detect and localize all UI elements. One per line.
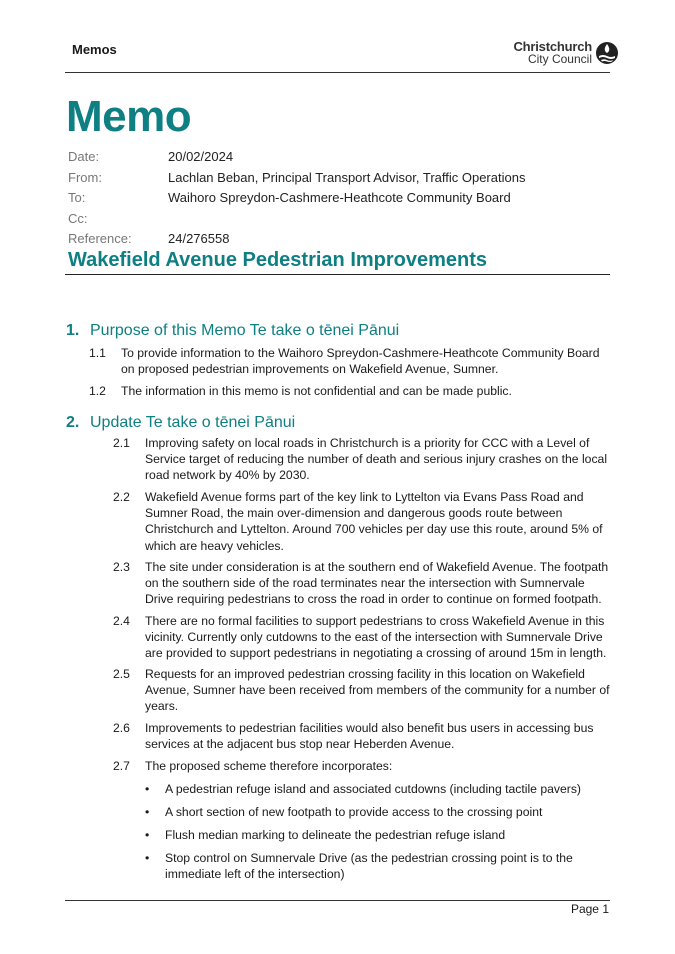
paragraph-number: 2.6 bbox=[113, 721, 130, 735]
footer-rule bbox=[65, 900, 610, 901]
meta-label: Reference: bbox=[68, 231, 132, 246]
memo-subject: Wakefield Avenue Pedestrian Improvements bbox=[68, 249, 488, 271]
bullet-text: A short section of new footpath to provide access to the crossing point bbox=[165, 805, 543, 819]
meta-row-from bbox=[68, 168, 525, 189]
paragraph-2-3 bbox=[113, 559, 610, 608]
section-heading-purpose bbox=[66, 322, 399, 340]
paragraph-text: Requests for an improved pedestrian crossing facility in this location on Wakefield Avenue, Sumner have been received from members of the community for a number of years. bbox=[145, 667, 610, 714]
paragraph-2-7 bbox=[113, 758, 610, 774]
meta-row-reference bbox=[68, 229, 525, 250]
meta-label: Date: bbox=[68, 149, 100, 164]
meta-value: 20/02/2024 bbox=[168, 149, 234, 164]
section-heading-update bbox=[66, 414, 295, 432]
paragraph-text: There are no formal facilities to support pedestrians to cross Wakefield Avenue in this vicinity. Currently only cutdowns to the east of the intersection with Sumnervale Drive are provided to support pedestrians in negotiating a crossing of around 15m in length. bbox=[145, 614, 607, 661]
section-title: Purpose of this Memo Te take o tēnei Pānui bbox=[90, 322, 400, 339]
header-rule bbox=[65, 72, 610, 73]
meta-label: From: bbox=[68, 169, 102, 185]
memo-meta bbox=[68, 147, 525, 250]
paragraph-2-1 bbox=[113, 435, 610, 484]
bullet-dot-icon: • bbox=[145, 805, 150, 819]
section-number: 2. bbox=[66, 414, 80, 431]
bullet-dot-icon: • bbox=[145, 828, 150, 842]
paragraph-2-2 bbox=[113, 489, 610, 554]
paragraph-text: The proposed scheme therefore incorporates: bbox=[145, 759, 393, 773]
meta-label: Cc: bbox=[68, 210, 88, 226]
bullet-text: Stop control on Sumnervale Drive (as the pedestrian crossing point is to the immediate left of the intersection) bbox=[165, 851, 573, 882]
logo-line-1: Christchurch bbox=[513, 39, 592, 54]
paragraph-number: 2.5 bbox=[113, 667, 130, 681]
meta-value: Lachlan Beban, Principal Transport Advisor, Traffic Operations bbox=[168, 169, 526, 185]
council-logo bbox=[513, 40, 619, 66]
paragraph-text: Improvements to pedestrian facilities would also benefit bus users in accessing bus services at the adjacent bus stop near Heberden Avenue. bbox=[145, 721, 594, 752]
paragraph-text: Improving safety on local roads in Christchurch is a priority for CCC with a Level of Service target of reducing the number of death and serious injury crashes on the local road network by 40% by 2030. bbox=[145, 436, 608, 483]
memo-title: Memo bbox=[66, 92, 192, 141]
bullet-item bbox=[145, 781, 585, 797]
paragraph-text: To provide information to the Waihoro Spreydon-Cashmere-Heathcote Community Board on proposed pedestrian improvements on Wakefield Avenue, Sumner. bbox=[121, 346, 600, 377]
bullet-item bbox=[145, 827, 585, 843]
meta-value: Waihoro Spreydon-Cashmere-Heathcote Community Board bbox=[168, 190, 511, 205]
section-title: Update Te take o tēnei Pānui bbox=[90, 414, 296, 431]
meta-value: 24/276558 bbox=[168, 231, 230, 246]
bullet-text: A pedestrian refuge island and associated cutdowns (including tactile pavers) bbox=[165, 782, 581, 796]
logo-line-2: City Council bbox=[527, 52, 592, 66]
meta-row-to bbox=[68, 188, 525, 209]
council-emblem-icon bbox=[595, 41, 619, 65]
meta-label: To: bbox=[68, 190, 86, 205]
paragraph-1-2 bbox=[89, 383, 609, 399]
paragraph-number: 2.7 bbox=[113, 759, 130, 773]
paragraph-2-4 bbox=[113, 613, 610, 662]
bullet-text: Flush median marking to delineate the pedestrian refuge island bbox=[165, 828, 506, 842]
paragraph-2-5 bbox=[113, 666, 610, 715]
section-number: 1. bbox=[66, 322, 80, 339]
subject-rule bbox=[65, 274, 610, 275]
meta-row-date bbox=[68, 147, 525, 168]
paragraph-number: 2.1 bbox=[113, 436, 130, 450]
bullet-item bbox=[145, 804, 585, 820]
bullet-item bbox=[145, 850, 585, 882]
paragraph-number: 2.4 bbox=[113, 614, 130, 628]
paragraph-number: 2.2 bbox=[113, 490, 130, 504]
header-label: Memos bbox=[72, 42, 117, 57]
paragraph-number: 2.3 bbox=[113, 560, 130, 574]
paragraph-number: 1.1 bbox=[89, 346, 106, 360]
paragraph-text: The site under consideration is at the southern end of Wakefield Avenue. The footpath on the southern side of the road terminates near the intersection with Sumnervale Drive requiring pedestrians to cross the road in order to continue on formed footpath. bbox=[145, 560, 609, 607]
paragraph-2-6 bbox=[113, 720, 610, 752]
bullet-dot-icon: • bbox=[145, 851, 150, 865]
meta-row-cc bbox=[68, 209, 525, 230]
paragraph-text: The information in this memo is not confidential and can be made public. bbox=[121, 384, 512, 398]
bullet-dot-icon: • bbox=[145, 782, 150, 796]
paragraph-1-1 bbox=[89, 345, 609, 377]
paragraph-number: 1.2 bbox=[89, 384, 106, 398]
paragraph-text: Wakefield Avenue forms part of the key link to Lyttelton via Evans Pass Road and Sumner Road, the main over-dimension and dangerous goods route between Christchurch and Lyttelton. Around 700 vehicles per day use this route, around 5% of which are heavy vehicles. bbox=[145, 490, 603, 553]
page-number: Page 1 bbox=[570, 902, 609, 916]
